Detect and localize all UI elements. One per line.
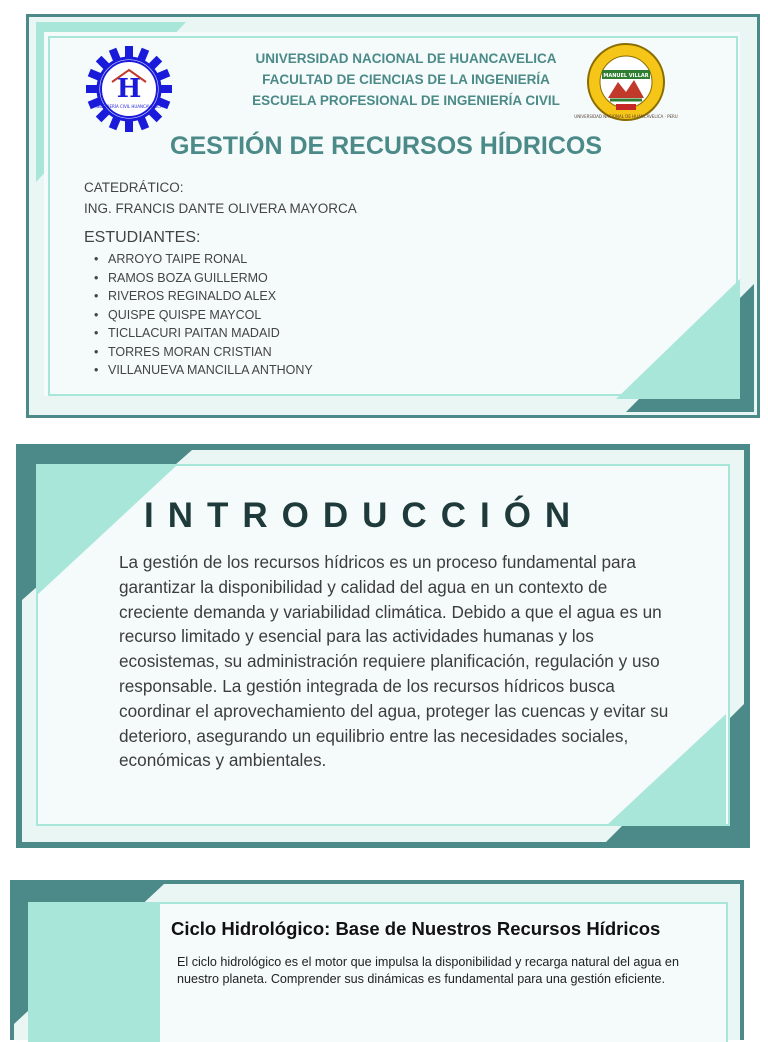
list-item: • RIVEROS REGINALDO ALEX: [92, 287, 313, 306]
list-item: • TICLLACURI PAITAN MADAID: [92, 324, 313, 343]
teacher-label: CATEDRÁTICO:: [84, 180, 184, 195]
institution-header: [206, 48, 606, 111]
cover-card: [26, 14, 760, 418]
teacher-name: ING. FRANCIS DANTE OLIVERA MAYORCA: [84, 201, 357, 216]
school-name: ESCUELA PROFESIONAL DE INGENIERÍA CIVIL: [252, 93, 560, 108]
list-item: • TORRES MORAN CRISTIAN: [92, 343, 313, 362]
faculty-name: FACULTAD DE CIENCIAS DE LA INGENIERÍA: [262, 72, 550, 87]
ciclo-side-block: [28, 902, 166, 1042]
list-item: • ARROYO TAIPE RONAL: [92, 250, 313, 269]
seal-banner-text: MANUEL VILLAR: [603, 73, 649, 79]
list-item: • QUISPE QUISPE MAYCOL: [92, 306, 313, 325]
engineering-logo: [82, 42, 176, 136]
ciclo-paragraph: El ciclo hidrológico es el motor que impulsa la disponibilidad y recarga natural del agua en nuestro planeta. Comprender sus dinámicas es fundamental para una gestión eficiente.: [177, 955, 679, 986]
university-name: UNIVERSIDAD NACIONAL DE HUANCAVELICA: [255, 51, 557, 66]
students-list: [92, 250, 313, 380]
svg-text:H: H: [116, 74, 142, 104]
intro-card: [16, 444, 750, 848]
seal-text: UNIVERSIDAD NACIONAL DE HUANCAVELICA · PERU: [574, 114, 678, 119]
list-item: • RAMOS BOZA GUILLERMO: [92, 269, 313, 288]
list-item: • VILLANUEVA MANCILLA ANTHONY: [92, 361, 313, 380]
students-label: ESTUDIANTES:: [84, 229, 201, 246]
engineering-logo-text: INGENIERÍA CIVIL HUANCAVELICA: [95, 104, 163, 109]
ciclo-title: Ciclo Hidrológico: Base de Nuestros Recursos Hídricos: [171, 918, 661, 939]
intro-paragraph: La gestión de los recursos hídricos es un proceso fundamental para garantizar la disponibilidad y calidad del agua en un contexto de creciente demanda y variabilidad climática. Debido a que el agua es un recurso limitado y esencial para las actividades humanas y los ecosistemas, su administración requiere planificación, regulación y uso responsable. La gestión integrada de los recursos hídricos busca coordinar el aprovechamiento del agua, proteger las cuencas y evitar su deterioro, asegurando un equilibrio entre las necesidades sociales, económicas y ambientales.: [119, 552, 669, 771]
intro-title: INTRODUCCIÓN: [144, 496, 585, 535]
ciclo-card: [10, 880, 744, 1040]
cover-title: GESTIÓN DE RECURSOS HÍDRICOS: [170, 132, 602, 160]
